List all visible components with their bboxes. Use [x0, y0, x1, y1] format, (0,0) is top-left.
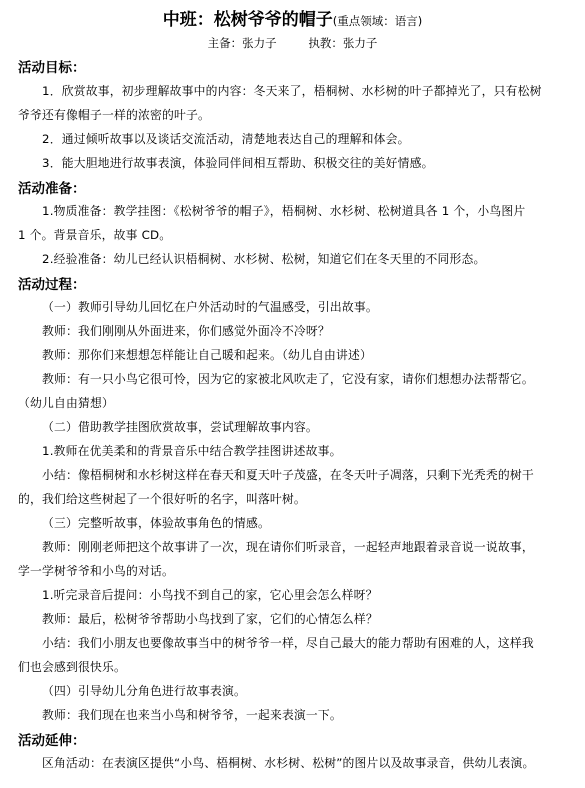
process-line: 教师：我们现在也来当小鸟和树爷爷，一起来表演一下。: [42, 708, 342, 722]
goal-item-3: 3．能大胆地进行故事表演，体验同伴间相互帮助、积极交往的美好情感。: [42, 156, 434, 170]
process-summary-1: 小结：像梧桐树和水杉树这样在春天和夏天叶子茂盛，在冬天叶子凋落，只剩下光秃秃的树干 的，我们给这些树起了一个很好听的名字，叫落叶树。: [18, 468, 534, 506]
process-line: 1.教师在优美柔和的背景音乐中结合教学挂图讲述故事。: [42, 444, 342, 458]
process-line: 教师：我们刚刚从外面进来，你们感觉外面冷不冷呀？: [42, 324, 330, 338]
process-line: 1.听完录音后提问：小鸟找不到自己的家，它心里会怎么样呀？: [42, 588, 378, 602]
process-heading: 活动过程：: [18, 277, 86, 293]
teacher-author: 执教：张力子: [308, 36, 378, 50]
title-subtitle: (重点领域：语言): [332, 14, 423, 28]
process-line: 教师：最后，松树爷爷帮助小鸟找到了家，它们的心情怎么样？: [42, 612, 378, 626]
goal-item-2: 2．通过倾听故事以及谈话交流活动，清楚地表达自己的理解和体会。: [42, 132, 410, 146]
process-line: 教师：刚刚老师把这个故事讲了一次，现在请你们听录音，一起轻声地跟着录音说一说故事， 学一学树爷爷和小鸟的对话。: [18, 540, 534, 578]
process-line: 教师：有一只小鸟它很可怜，因为它的家被北风吹走了，它没有家，请你们想想办法帮帮它。 （幼儿自由猜想）: [18, 372, 534, 410]
process-step-2: （二）借助教学挂图欣赏故事，尝试理解故事内容。: [42, 420, 318, 434]
process-step-3: （三）完整听故事，体验故事角色的情感。: [42, 516, 270, 530]
prep-item-2: 2.经验准备：幼儿已经认识梧桐树、水杉树、松树，知道它们在冬天里的不同形态。: [42, 252, 486, 266]
goals-heading: 活动目标：: [18, 60, 86, 76]
prep-heading: 活动准备：: [18, 181, 86, 197]
process-line: 教师：那你们来想想怎样能让自己暖和起来。（幼儿自由讲述）: [42, 348, 373, 362]
process-step-4: （四）引导幼儿分角色进行故事表演。: [42, 684, 246, 698]
process-step-1: （一）教师引导幼儿回忆在户外活动时的气温感受，引出故事。: [42, 300, 378, 314]
author-line: [0, 35, 585, 51]
extension-item-1: 区角活动：在表演区提供“小鸟、梧桐树、水杉树、松树”的图片以及故事录音，供幼儿表演。: [42, 756, 535, 770]
process-summary-2: 小结：我们小朋友也要像故事当中的树爷爷一样，尽自己最大的能力帮助有困难的人，这样我 们也会感到很快乐。: [18, 636, 534, 674]
title-main: 中班：松树爷爷的帽子: [162, 10, 333, 30]
host-author: 主备：张力子: [207, 36, 277, 50]
document-title: [0, 5, 585, 31]
prep-item-1: 1.物质准备：教学挂图：《松树爷爷的帽子》，梧桐树、水杉树、松树道具各 1 个，小鸟图片 1 个。背景音乐，故事 CD。: [18, 204, 526, 242]
goal-item-1: 1．欣赏故事，初步理解故事中的内容：冬天来了，梧桐树、水杉树的叶子都掉光了，只有松树 爷爷还有像帽子一样的浓密的叶子。: [18, 84, 542, 122]
extension-heading: 活动延伸：: [18, 733, 86, 749]
